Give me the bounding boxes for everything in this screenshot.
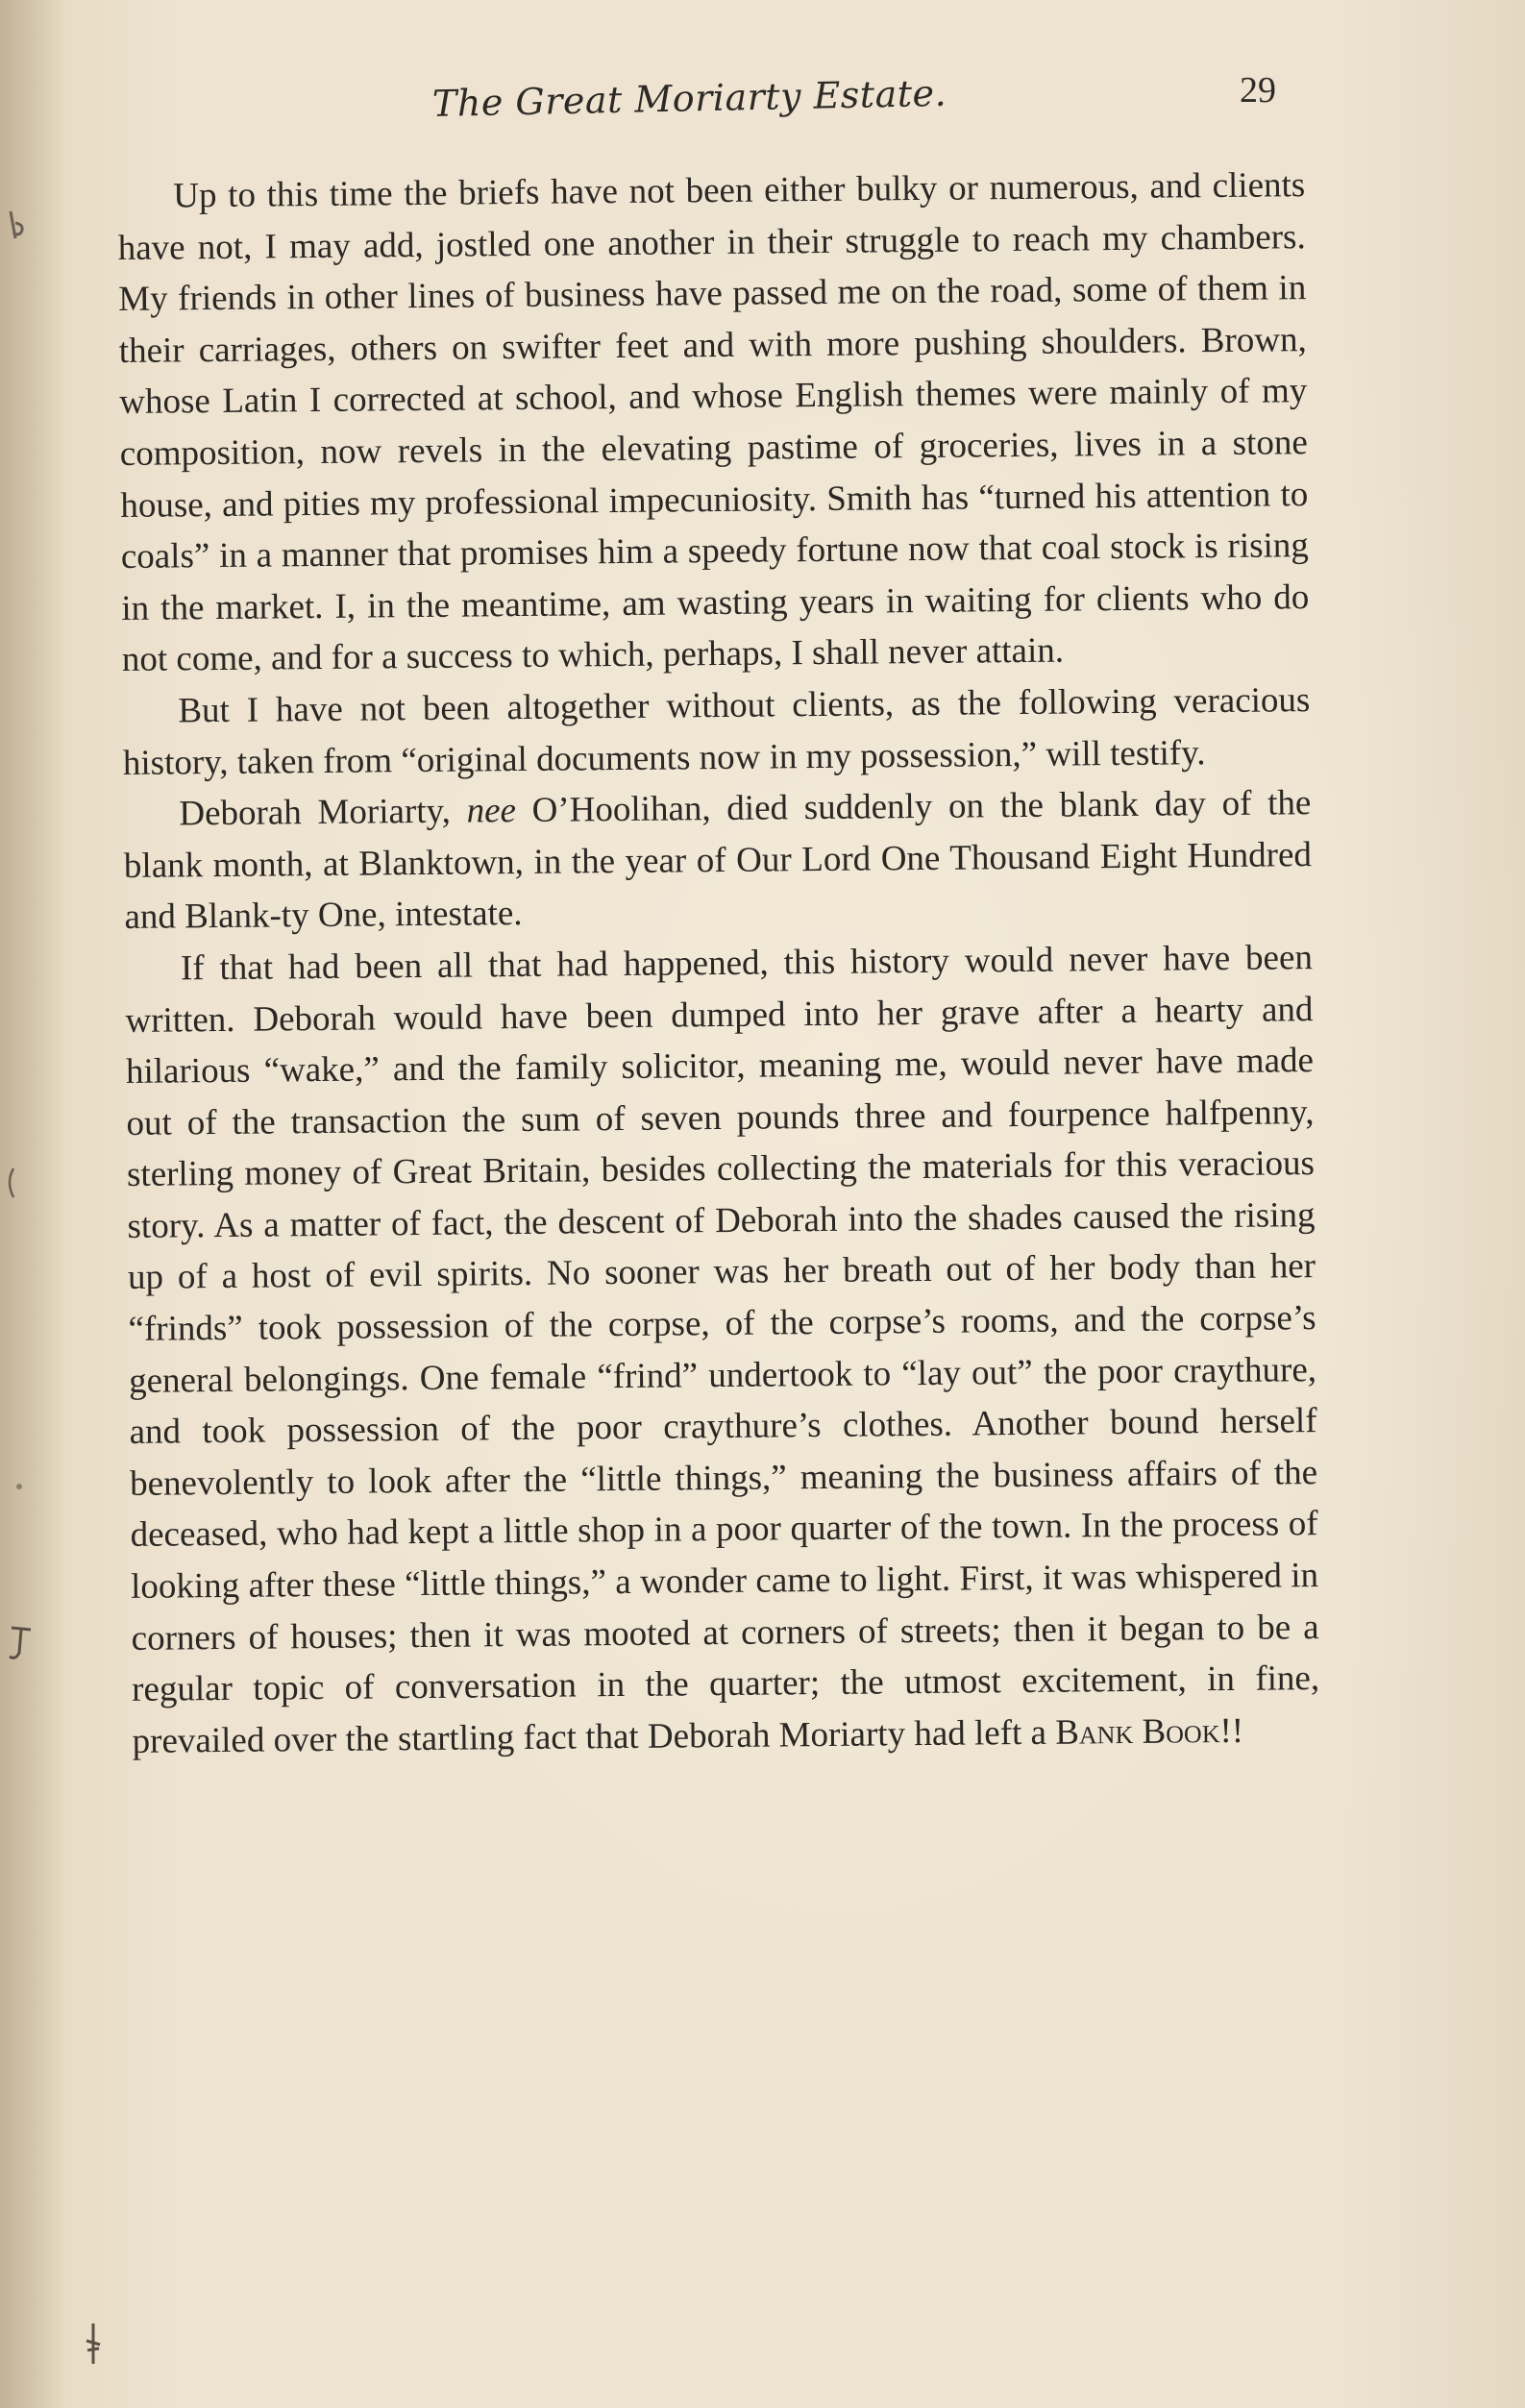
body-text (117, 160, 1320, 1767)
paragraph-deborah-rest: O’Hoolihan, died suddenly on the blank day of the blank month, at Blanktown, in the year of Our Lord One Thousand Eight Hundred and Blank-ty One, intestate. (123, 783, 1313, 938)
bank-book-smallcaps: Bank Book (1055, 1710, 1220, 1753)
paragraph-clients: But I have not been altogether without clients, as the following veracious history, taken from “original documents now in my possession,” will testify. (122, 680, 1311, 783)
paragraph-deborah (123, 777, 1312, 944)
margin-mark-lower (6, 1624, 35, 1664)
page-header (0, 69, 1525, 136)
margin-mark-middle (4, 1167, 17, 1199)
paragraph-wake (125, 932, 1320, 1767)
binding-shadow (0, 0, 67, 2408)
italic-nee: nee (466, 791, 517, 831)
margin-mark-top (8, 209, 29, 244)
paragraph-briefs: Up to this time the briefs have not been either bulky or numerous, and clients have not, I may add, jostled one another in their struggle to reach my chambers. My friends in other lines of business have passed me on the road, some of them in their carriages, others on swifter feet and with more pushing shoulders. Brown, whose Latin I corrected at school, and whose English themes were mainly of my composition, now revels in the elevating pastime of groceries, lives in a stone house, and pities my professional impecuniosity. Smith has “turned his attention to coals” in a manner that promises him a speedy fortune now that coal stock is rising in the market. I, in the meantime, am wasting years in waiting for clients who do not come, and for a success to which, perhaps, I shall never attain. (117, 165, 1310, 680)
paragraph-wake-text: If that had been all that had happened, this history would never have been written. Deborah would have been dumped into her grave after a hearty and hilarious “wake,” and the family solicitor, meaning me, would never have made out of the transaction the sum of seven pounds three and fourpence halfpenny, sterling money of Great Britain, besides collecting the materials for this veracious story. As a matter of fact, the descent of Deborah into the shades caused the rising up of a host of evil spirits. No sooner was her breath out of her body than her “frinds” took possession of the corpse, of the corpse’s rooms, and the corpse’s general belongings. One female “frind” undertook to “lay out” the poor craythure, and took possession of the poor craythure’s clothes. Another bound herself benevolently to look after the “little things,” meaning the business affairs of the deceased, who had kept a little shop in a poor quarter of the town. In the process of looking after these “little things,” a wonder came to light. First, it was whispered in corners of houses; then it was mooted at corners of streets; then it began to be a regular topic of conversation in the quarter; the utmost excitement, in fine, prevailed over the startling fact that Deborah Moriarty had left a (125, 938, 1320, 1761)
margin-mark-bottom (83, 2322, 104, 2366)
paragraph-deborah-start: Deborah Moriarty, (179, 791, 467, 834)
running-title: The Great Moriarty Estate. (431, 71, 947, 125)
margin-dot (15, 1476, 23, 1484)
bank-book-punctuation: !! (1219, 1710, 1244, 1751)
page-number: 29 (1240, 70, 1276, 111)
